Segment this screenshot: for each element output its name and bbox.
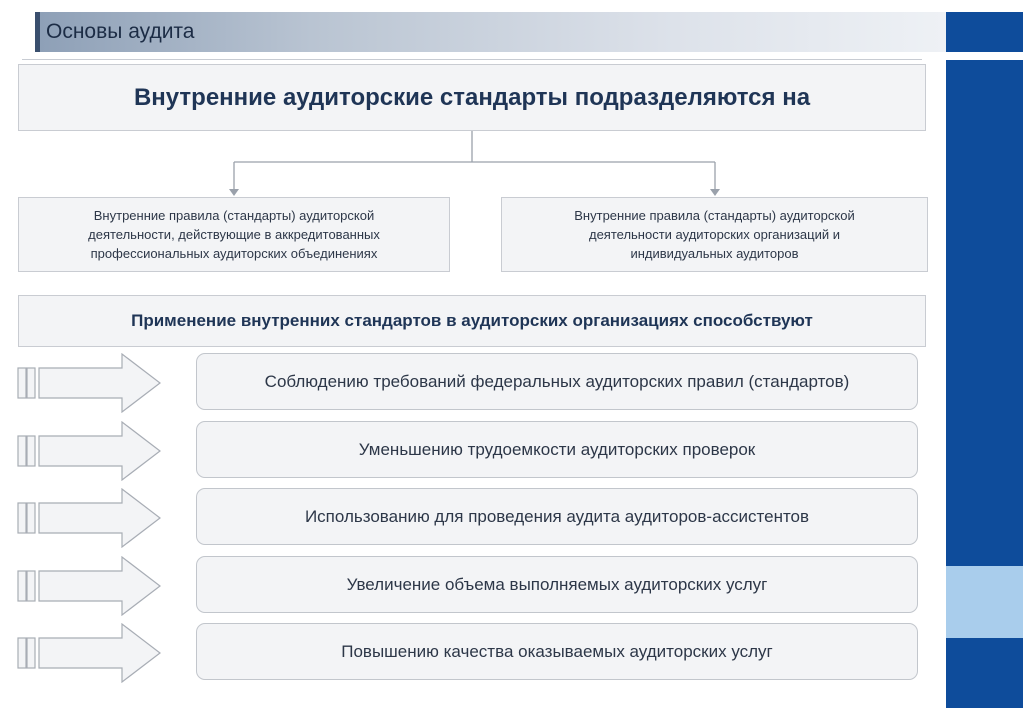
arrowhead-right — [710, 189, 720, 196]
arrow-body — [39, 624, 160, 682]
arrow-icon — [17, 623, 163, 683]
arrowhead-left — [229, 189, 239, 196]
benefit-item — [196, 353, 918, 410]
benefit-item — [196, 556, 918, 613]
category-right-text: Внутренние правила (стандарты) аудиторской деятельности аудиторских организаций и индивидуальных аудиторов — [574, 208, 855, 261]
benefit-item-label: Увеличение объема выполняемых аудиторских услуг — [346, 574, 768, 594]
benefit-item — [196, 421, 918, 478]
arrow-tail-bar — [27, 638, 35, 668]
benefit-item-label: Соблюдению требований федеральных аудиторских правил (стандартов) — [264, 371, 850, 391]
arrow-tail-bar — [27, 571, 35, 601]
arrow-icon — [17, 421, 163, 481]
category-box-left — [18, 197, 450, 272]
arrow-tail-bar — [18, 571, 26, 601]
arrow-tail-bar — [18, 368, 26, 398]
arrow-body — [39, 354, 160, 412]
benefit-item — [196, 623, 918, 680]
benefit-item-label: Использованию для проведения аудита аудиторов-ассистентов — [304, 506, 810, 526]
category-box-right — [501, 197, 928, 272]
category-left-text: Внутренние правила (стандарты) аудиторской деятельности, действующие в аккредитованных профессиональных аудиторских объединениях — [88, 208, 380, 261]
application-title-text: Применение внутренних стандартов в аудиторских организациях способствуют — [131, 311, 813, 330]
arrow-body — [39, 489, 160, 547]
arrow-tail-bar — [18, 436, 26, 466]
arrow-tail-bar — [27, 368, 35, 398]
arrow-body — [39, 422, 160, 480]
arrow-icon — [17, 488, 163, 548]
arrow-tail-bar — [18, 638, 26, 668]
application-title-box — [18, 295, 926, 347]
arrow-body — [39, 557, 160, 615]
arrow-icon — [17, 353, 163, 413]
arrow-tail-bar — [27, 503, 35, 533]
main-title-text: Внутренние аудиторские стандарты подразделяются на — [133, 83, 811, 111]
benefit-item — [196, 488, 918, 545]
benefit-item-label: Повышению качества оказываемых аудиторских услуг — [341, 641, 773, 661]
benefit-item-label: Уменьшению трудоемкости аудиторских проверок — [358, 439, 756, 459]
arrow-tail-bar — [18, 503, 26, 533]
arrow-icon — [17, 556, 163, 616]
arrow-tail-bar — [27, 436, 35, 466]
slide-title: Основы аудита — [46, 20, 195, 43]
